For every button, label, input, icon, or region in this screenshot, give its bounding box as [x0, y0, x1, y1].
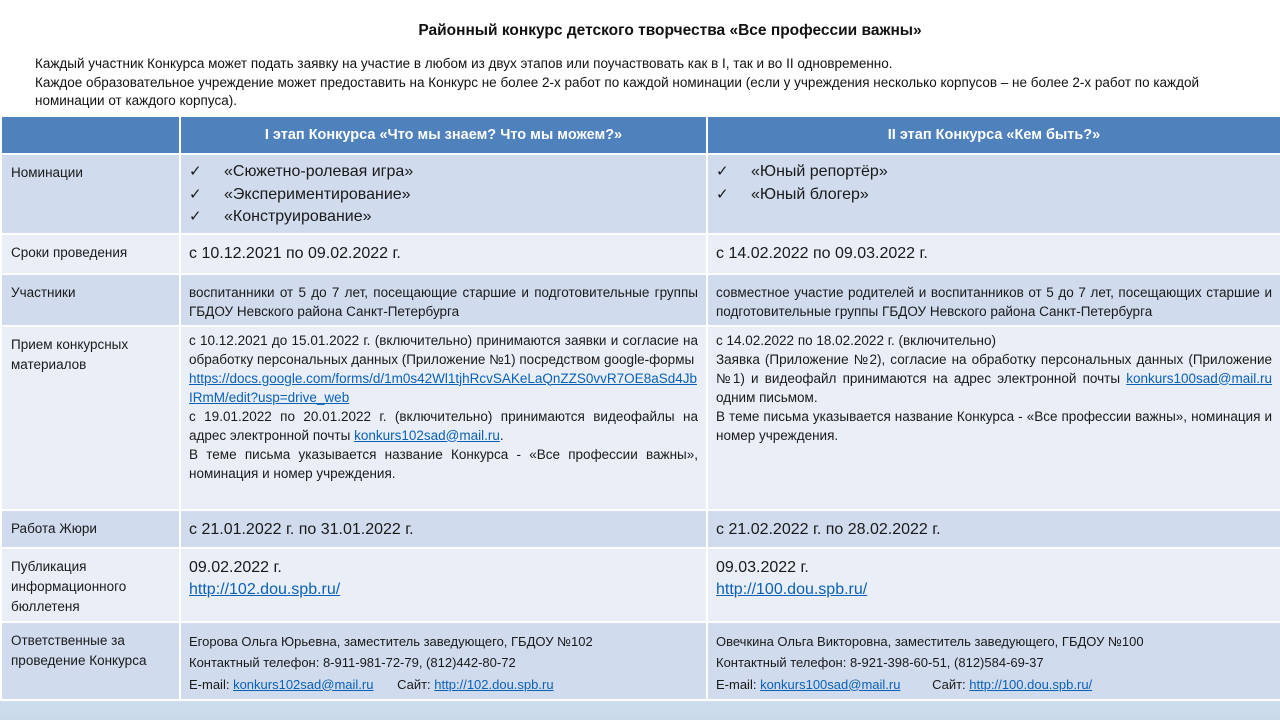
stage2-nominations [707, 154, 1280, 234]
row-label-dates: Сроки проведения [1, 234, 180, 274]
stage2-contact-email-link[interactable]: konkurs100sad@mail.ru [760, 676, 901, 692]
row-label-publication: Публикация информационного бюллетеня [1, 548, 180, 622]
table-row-jury [1, 510, 1280, 548]
page-title: Районный конкурс детского творчества «Все профессии важны» [418, 22, 922, 39]
list-item: ✓ «Экспериментирование» [189, 184, 698, 207]
stage1-materials [180, 326, 707, 510]
stage2-nomination-list [716, 161, 1272, 206]
checkmark-icon: ✓ [189, 185, 202, 203]
stage1-publication [180, 548, 707, 622]
list-item: ✓ «Сюжетно-ролевая игра» [189, 161, 698, 184]
intro-text [35, 55, 1245, 111]
stage1-materials-text-3: В теме письма указывается название Конкурса - «Все профессии важны», номинация и номер учреждения. [189, 446, 698, 481]
stage2-email-link[interactable]: konkurs100sad@mail.ru [1126, 370, 1272, 386]
table-row-responsible [1, 622, 1280, 701]
stage2-jury: с 21.02.2022 г. по 28.02.2022 г. [707, 510, 1280, 548]
stage2-materials-text-3: В теме письма указывается название Конкурса - «Все профессии важны», номинация и номер учреждения. [716, 408, 1272, 443]
stage2-responsible-phone: Контактный телефон: 8-921-398-60-51, (812)584-69-37 [716, 655, 1044, 670]
checkmark-icon: ✓ [189, 208, 202, 225]
stage1-publication-date: 09.02.2022 г. [189, 558, 282, 576]
stage1-materials-text-2: с 19.01.2022 по 20.01.2022 г. (включительно) принимаются видеофайлы на адрес электронной почты konkurs102sad@mail.ru. [189, 408, 698, 443]
row-label-participants: Участники [1, 274, 180, 326]
list-item: ✓ «Юный блогер» [716, 184, 1272, 207]
google-form-link[interactable]: https://docs.google.com/forms/d/1m0s42Wl1tjhRcvSAKeLaQnZZS0vvR7OE8aSd4JbIRmM/edit?usp=drive_web [189, 370, 697, 405]
stage2-responsible [707, 622, 1280, 701]
stage2-responsible-person: Овечкина Ольга Викторовна, заместитель заведующего, ГБДОУ №100 [716, 633, 1144, 649]
header-corner [1, 116, 180, 154]
stage1-dates: с 10.12.2021 по 09.02.2022 г. [180, 234, 707, 274]
stage1-site-link[interactable]: http://102.dou.spb.ru [434, 676, 554, 692]
stage1-responsible-contacts: E-mail: konkurs102sad@mail.ru Сайт: http://102.dou.spb.ru [189, 676, 554, 692]
header-stage-2: II этап Конкурса «Кем быть?» [707, 116, 1280, 154]
table-row-materials [1, 326, 1280, 510]
stage1-nominations [180, 154, 707, 234]
stage2-materials-text-1: с 14.02.2022 по 18.02.2022 г. (включительно) [716, 332, 996, 348]
row-label-nominations: Номинации [1, 154, 180, 234]
row-label-materials: Прием конкурсных материалов [1, 326, 180, 510]
contest-table [0, 115, 1280, 701]
intro-paragraph-1: Каждый участник Конкурса может подать заявку на участие в любом из двух этапов или поучаствовать как в I, так и во II одновременно. [35, 56, 893, 71]
stage1-bulletin-link[interactable]: http://102.dou.spb.ru/ [189, 580, 341, 598]
table-row-publication [1, 548, 1280, 622]
stage2-materials-text-2: Заявка (Приложение №2), согласие на обработку персональных данных (Приложение №1) и видеофайл принимаются на адрес электронной почты konkurs100sad@mail.ru одним письмом. [716, 351, 1272, 405]
stage2-participants: совместное участие родителей и воспитанников от 5 до 7 лет, посещающих старшие и подготовительные группы ГБДОУ Невского района Санкт-Петербурга [707, 274, 1280, 326]
stage1-responsible-person: Егорова Ольга Юрьевна, заместитель заведующего, ГБДОУ №102 [189, 633, 593, 649]
table-row-dates [1, 234, 1280, 274]
checkmark-icon: ✓ [716, 185, 729, 203]
stage1-responsible [180, 622, 707, 701]
stage2-responsible-contacts: E-mail: konkurs100sad@mail.ru Сайт: http://100.dou.spb.ru/ [716, 676, 1093, 692]
table-row-participants [1, 274, 1280, 326]
stage1-participants: воспитанники от 5 до 7 лет, посещающие старшие и подготовительные группы ГБДОУ Невского района Санкт-Петербурга [180, 274, 707, 326]
stage2-materials [707, 326, 1280, 510]
table-row-nominations [1, 154, 1280, 234]
stage1-materials-text-1: с 10.12.2021 до 15.01.2022 г. (включительно) принимаются заявки и согласие на обработку персональных данных (Приложение №1) посредством google-формы [189, 332, 698, 367]
list-item: ✓ «Юный репортёр» [716, 161, 1272, 184]
stage1-responsible-phone: Контактный телефон: 8-911-981-72-79, (812)442-80-72 [189, 655, 516, 670]
row-label-responsible: Ответственные за проведение Конкурса [1, 622, 180, 701]
checkmark-icon: ✓ [189, 163, 202, 180]
stage2-bulletin-link[interactable]: http://100.dou.spb.ru/ [716, 580, 868, 598]
stage2-dates: с 14.02.2022 по 09.03.2022 г. [707, 234, 1280, 274]
table-header-row [1, 116, 1280, 154]
stage1-contact-email-link[interactable]: konkurs102sad@mail.ru [233, 676, 374, 692]
stage1-email-link[interactable]: konkurs102sad@mail.ru [354, 427, 500, 443]
stage2-publication [707, 548, 1280, 622]
intro-paragraph-2: Каждое образовательное учреждение может предоставить на Конкурс не более 2-х работ по каждой номинации (если у учреждения несколько корпусов – не более 2-х работ по каждой номинации от каждого корпуса). [35, 74, 1199, 108]
stage2-site-link[interactable]: http://100.dou.spb.ru/ [969, 676, 1093, 692]
checkmark-icon: ✓ [716, 163, 729, 180]
row-label-jury: Работа Жюри [1, 510, 180, 548]
header-stage-1: I этап Конкурса «Что мы знаем? Что мы можем?» [180, 116, 707, 154]
stage1-nomination-list [189, 161, 698, 229]
list-item: ✓ «Конструирование» [189, 206, 698, 229]
stage1-jury: с 21.01.2022 г. по 31.01.2022 г. [180, 510, 707, 548]
stage2-publication-date: 09.03.2022 г. [716, 558, 809, 576]
